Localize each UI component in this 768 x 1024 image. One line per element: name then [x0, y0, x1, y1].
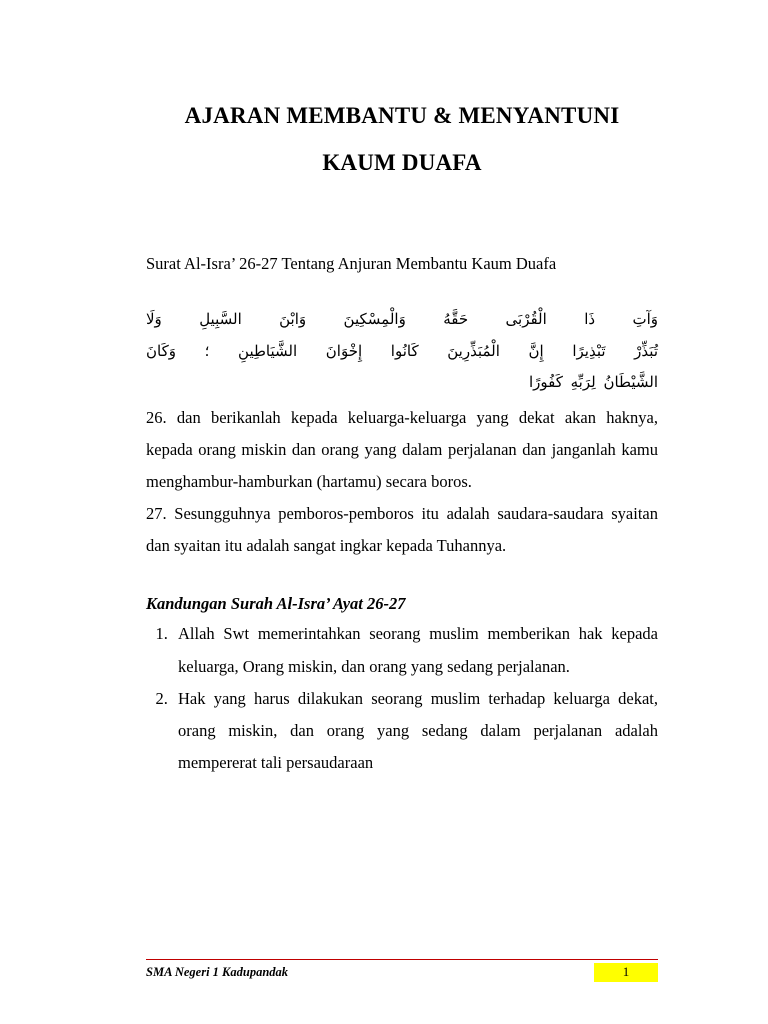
- footer-divider: [146, 959, 658, 960]
- verse-26: 26. dan berikanlah kepada keluarga-keluarga yang dekat akan haknya, kepada orang miskin dan orang yang dalam perjalanan dan janganlah kamu menghambur-hamburkan (hartamu) secara boros.: [146, 407, 658, 491]
- verse-translations: [146, 402, 658, 563]
- page-footer: [146, 959, 658, 982]
- footer-school-name: SMA Negeri 1 Kadupandak: [146, 965, 289, 980]
- arabic-line-3: الشَّيْطَانُ لِرَبِّهِ كَفُورًا: [529, 375, 658, 392]
- list-item: 1. Allah Swt memerintahkan seorang muslim memberikan hak kepada keluarga, Orang miskin, dan orang yang sedang perjalanan.: [172, 618, 658, 682]
- page-number-badge: 1: [594, 963, 658, 982]
- footer-row: [146, 963, 658, 982]
- document-subtitle: Surat Al-Isra’ 26-27 Tentang Anjuran Membantu Kaum Duafa: [146, 254, 557, 273]
- arabic-line-1: وَآتِ ذَا الْقُرْبَى حَقَّهُ وَالْمِسْكِينَ وَابْنَ السَّبِيلِ وَلَا: [146, 312, 658, 329]
- page-title-line2: KAUM DUAFA: [322, 150, 482, 175]
- section-heading: Kandungan Surah Al-Isra’ Ayat 26-27: [146, 594, 406, 614]
- list-item: 2. Hak yang harus dilakukan seorang muslim terhadap keluarga dekat, orang miskin, dan orang yang sedang dalam perjalanan adalah mempererat tali persaudaraan: [172, 683, 658, 780]
- arabic-line-2: تُبَذِّرْ تَبْذِيرًا إِنَّ الْمُبَذِّرِينَ كَانُوا إِخْوَانَ الشَّيَاطِينِ ؛ وَكَانَ: [146, 343, 658, 360]
- kandungan-list: [146, 618, 658, 779]
- arabic-verse-block: [146, 305, 658, 400]
- page-title-line1: AJARAN MEMBANTU & MENYANTUNI: [184, 103, 620, 128]
- page-title: [146, 0, 658, 174]
- verse-27: 27. Sesungguhnya pemboros-pemboros itu adalah saudara-saudara syaitan dan syaitan itu adalah sangat ingkar kepada Tuhannya.: [146, 504, 658, 556]
